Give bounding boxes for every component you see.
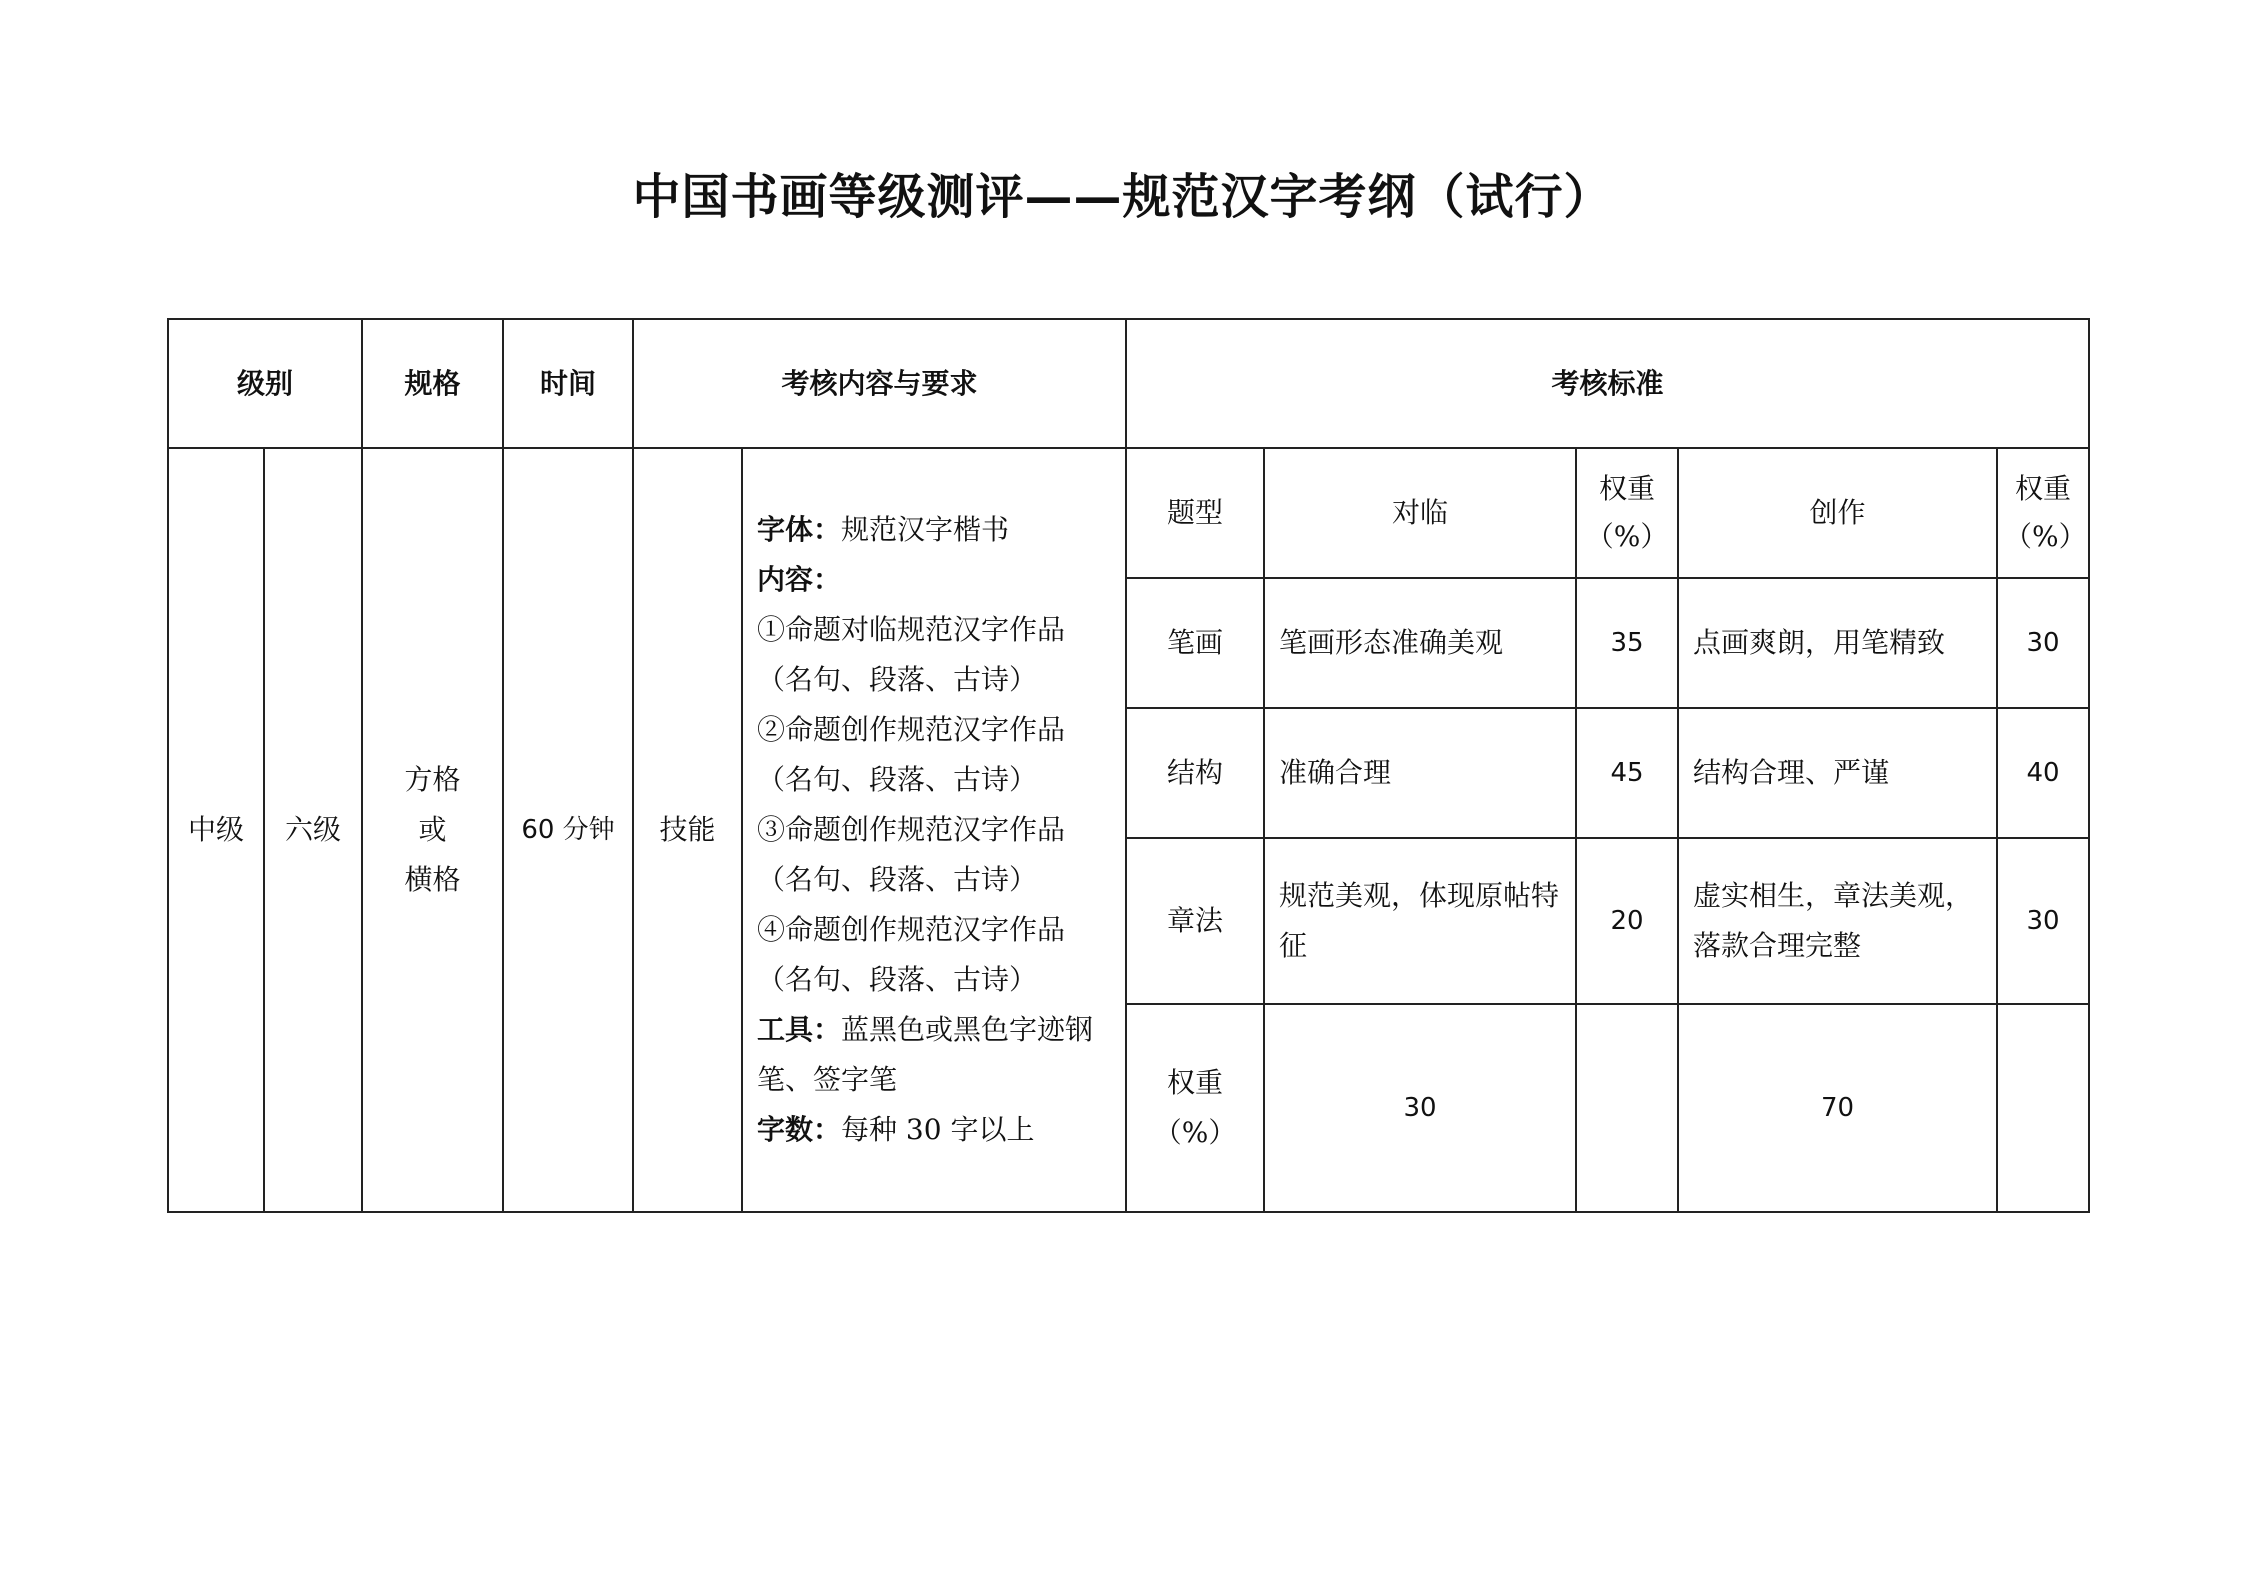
col-weight2-line-a: 权重 bbox=[2015, 472, 2072, 505]
content-line bbox=[757, 555, 1115, 605]
page-title: 中国书画等级测评——规范汉字考纲（试行） bbox=[632, 169, 1613, 225]
spec-cell bbox=[362, 448, 503, 1212]
spec-line-2: 或 bbox=[418, 813, 447, 846]
col-weight1-header bbox=[1576, 448, 1678, 578]
header-row bbox=[168, 319, 2089, 448]
header-level: 级别 bbox=[168, 319, 362, 448]
header-content: 考核内容与要求 bbox=[633, 319, 1126, 448]
category-cell: 技能 bbox=[633, 448, 742, 1212]
total-empty-2 bbox=[1997, 1004, 2089, 1212]
content-label: 内容： bbox=[757, 563, 842, 596]
spec-line-1: 方格 bbox=[404, 763, 461, 796]
criteria-weight1: 35 bbox=[1576, 578, 1678, 708]
time-cell: 60 分钟 bbox=[503, 448, 633, 1212]
criteria-create: 结构合理、严谨 bbox=[1678, 708, 1997, 838]
spec-line-3: 横格 bbox=[404, 863, 461, 896]
col-type-header: 题型 bbox=[1126, 448, 1264, 578]
criteria-type: 章法 bbox=[1126, 838, 1264, 1004]
tool-value: 蓝黑色或黑色字迹钢笔、签字笔 bbox=[757, 1013, 1094, 1096]
font-value: 规范汉字楷书 bbox=[841, 513, 1010, 546]
content-item-2: ②命题创作规范汉字作品（名句、段落、古诗） bbox=[757, 713, 1066, 796]
criteria-copy: 规范美观，体现原帖特征 bbox=[1264, 838, 1576, 1004]
total-label: 权重（%） bbox=[1126, 1004, 1264, 1212]
level-minor-cell: 六级 bbox=[264, 448, 362, 1212]
tool-label: 工具： bbox=[757, 1013, 842, 1046]
col-weight2-header bbox=[1997, 448, 2089, 578]
count-label: 字数： bbox=[757, 1113, 842, 1146]
tool-line bbox=[757, 1005, 1115, 1105]
col-weight2-line-b: （%） bbox=[2004, 520, 2087, 553]
requirements-cell bbox=[742, 448, 1126, 1212]
content-item-1: ①命题对临规范汉字作品（名句、段落、古诗） bbox=[757, 613, 1066, 696]
total-create: 70 bbox=[1678, 1004, 1997, 1212]
col-copy-header: 对临 bbox=[1264, 448, 1576, 578]
count-value: 每种 30 字以上 bbox=[841, 1113, 1035, 1146]
col-weight1-line-a: 权重 bbox=[1599, 472, 1656, 505]
criteria-header-row bbox=[168, 448, 2089, 578]
font-label: 字体： bbox=[757, 513, 842, 546]
count-line bbox=[757, 1105, 1115, 1155]
header-spec: 规格 bbox=[362, 319, 503, 448]
level-major-cell: 中级 bbox=[168, 448, 264, 1212]
font-line bbox=[757, 505, 1115, 555]
criteria-copy: 笔画形态准确美观 bbox=[1264, 578, 1576, 708]
criteria-weight1: 45 bbox=[1576, 708, 1678, 838]
content-item-4: ④命题创作规范汉字作品（名句、段落、古诗） bbox=[757, 913, 1066, 996]
header-time: 时间 bbox=[503, 319, 633, 448]
criteria-copy: 准确合理 bbox=[1264, 708, 1576, 838]
criteria-type: 笔画 bbox=[1126, 578, 1264, 708]
criteria-weight2: 30 bbox=[1997, 578, 2089, 708]
criteria-create: 点画爽朗，用笔精致 bbox=[1678, 578, 1997, 708]
criteria-weight2: 40 bbox=[1997, 708, 2089, 838]
header-standard: 考核标准 bbox=[1126, 319, 2089, 448]
total-copy: 30 bbox=[1264, 1004, 1576, 1212]
criteria-type: 结构 bbox=[1126, 708, 1264, 838]
col-weight1-line-b: （%） bbox=[1585, 520, 1669, 553]
content-item-3: ③命题创作规范汉字作品（名句、段落、古诗） bbox=[757, 813, 1066, 896]
criteria-weight2: 30 bbox=[1997, 838, 2089, 1004]
total-empty-1 bbox=[1576, 1004, 1678, 1212]
criteria-create: 虚实相生，章法美观，落款合理完整 bbox=[1678, 838, 1997, 1004]
col-create-header: 创作 bbox=[1678, 448, 1997, 578]
criteria-weight1: 20 bbox=[1576, 838, 1678, 1004]
exam-outline-table bbox=[167, 318, 2090, 1213]
